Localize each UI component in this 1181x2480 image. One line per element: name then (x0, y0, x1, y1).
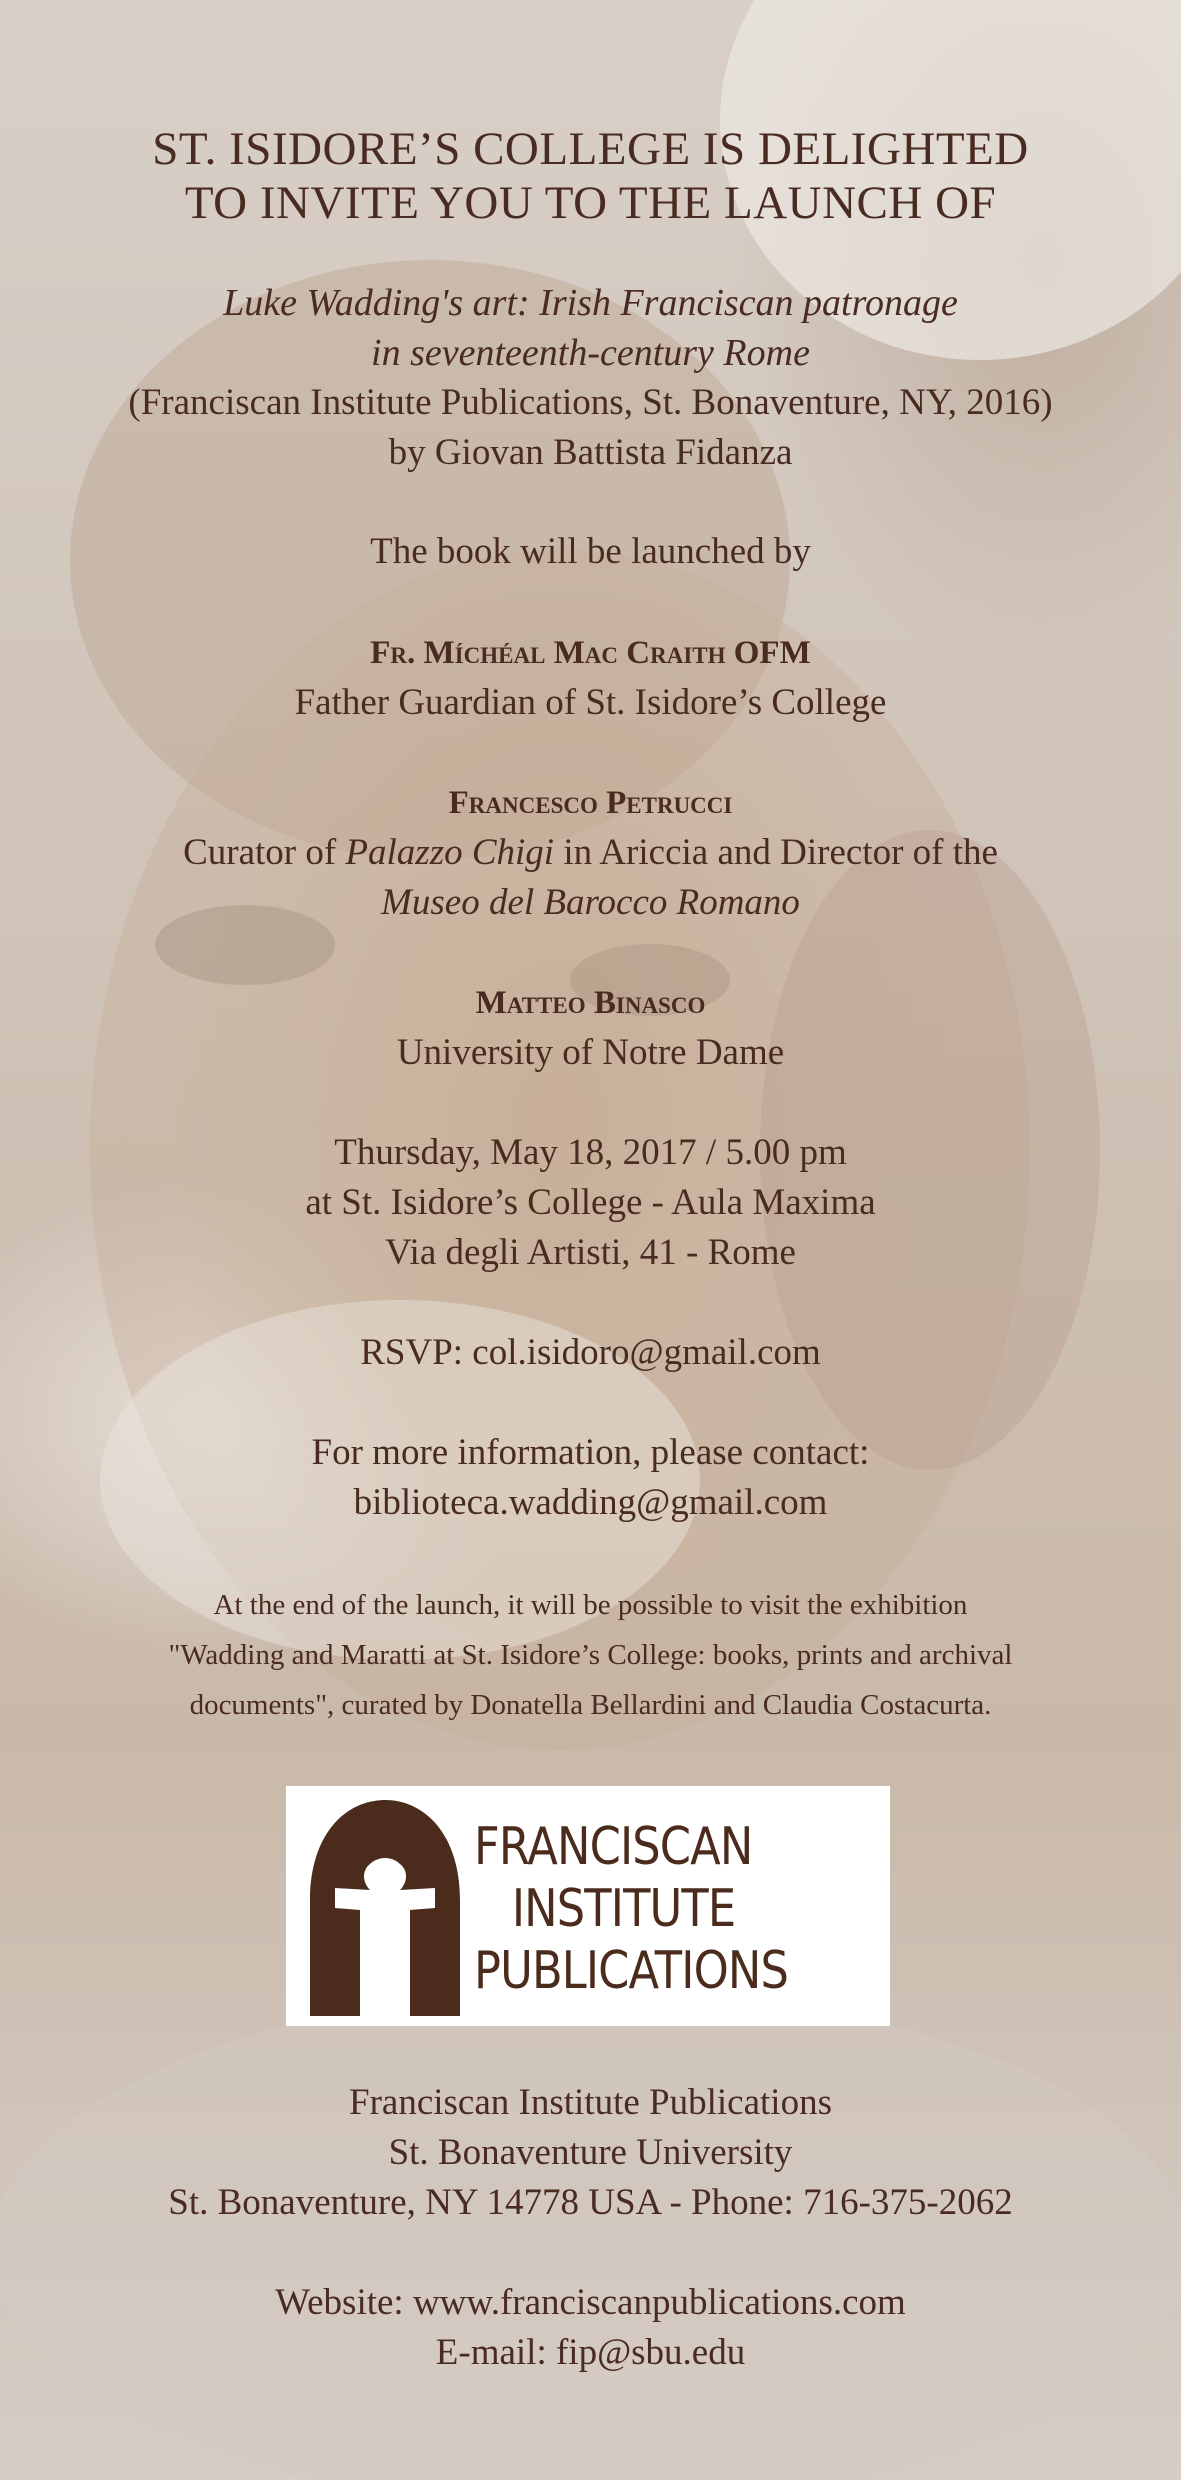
speaker-name: Matteo Binasco (475, 985, 706, 1021)
contact-info (0, 1428, 1181, 1528)
footer-address: St. Bonaventure, NY 14778 USA - Phone: 716-375-2062 (168, 2182, 1013, 2223)
heading-line-2: TO INVITE YOU TO THE LAUNCH OF (184, 177, 997, 229)
logo-line-1: FRANCISCAN (474, 1817, 753, 1877)
event-venue: at St. Isidore’s College - Aula Maxima (305, 1182, 876, 1223)
footer-university: St. Bonaventure University (388, 2132, 793, 2173)
franciscan-institute-logo (286, 1786, 890, 2026)
speaker-3 (0, 978, 1181, 1078)
speaker-1 (0, 628, 1181, 728)
publisher-footer (0, 2078, 1181, 2228)
speaker-role: University of Notre Dame (396, 1032, 785, 1073)
footer-email: E-mail: fip@sbu.edu (435, 2332, 746, 2373)
role-text: in Ariccia and Director of the (554, 832, 998, 873)
exhibition-note (0, 1580, 1181, 1730)
heading-line-1: ST. ISIDORE’S COLLEGE IS DELIGHTED (152, 123, 1029, 175)
role-text: Curator of (183, 832, 346, 873)
speaker-role-line-2: Museo del Barocco Romano (381, 882, 800, 923)
publisher-contact (0, 2278, 1181, 2378)
footer-website: Website: www.franciscanpublications.com (275, 2282, 906, 2323)
role-italic: Palazzo Chigi (345, 832, 555, 873)
book-title-line-1: Luke Wadding's art: Irish Franciscan patronage (223, 282, 958, 324)
rsvp-text: RSVP: col.isidoro@gmail.com (360, 1332, 821, 1373)
speaker-name: Fr. Míchéal Mac Craith OFM (370, 635, 811, 671)
book-author: by Giovan Battista Fidanza (388, 432, 793, 473)
logo-line-3: PUBLICATIONS (474, 1941, 789, 2001)
speaker-role: Father Guardian of St. Isidore’s College (294, 682, 887, 723)
logo-text (474, 1816, 827, 2002)
logo-line-2: INSTITUTE (511, 1879, 736, 1939)
contact-email: biblioteca.wadding@gmail.com (353, 1482, 828, 1523)
event-date: Thursday, May 18, 2017 / 5.00 pm (334, 1132, 847, 1173)
launched-by-text: The book will be launched by (370, 531, 811, 572)
invitation-heading (0, 122, 1181, 230)
exhibition-line-3: documents", curated by Donatella Bellardini and Claudia Costacurta. (189, 1689, 992, 1721)
event-details (0, 1128, 1181, 1278)
contact-line-1: For more information, please contact: (311, 1432, 870, 1473)
book-title-line-2: in seventeenth-century Rome (371, 332, 810, 374)
speaker-2 (0, 778, 1181, 928)
speaker-name: Francesco Petrucci (448, 785, 733, 821)
speaker-role (0, 828, 1181, 878)
event-address: Via degli Artisti, 41 - Rome (385, 1232, 796, 1273)
exhibition-line-2: "Wadding and Maratti at St. Isidore’s College: books, prints and archival (168, 1639, 1013, 1671)
arch-figure-icon (300, 1790, 470, 2022)
footer-org: Franciscan Institute Publications (349, 2082, 832, 2123)
exhibition-line-1: At the end of the launch, it will be possible to visit the exhibition (213, 1589, 968, 1621)
book-publisher: (Franciscan Institute Publications, St. Bonaventure, NY, 2016) (128, 382, 1053, 423)
book-details (0, 278, 1181, 478)
